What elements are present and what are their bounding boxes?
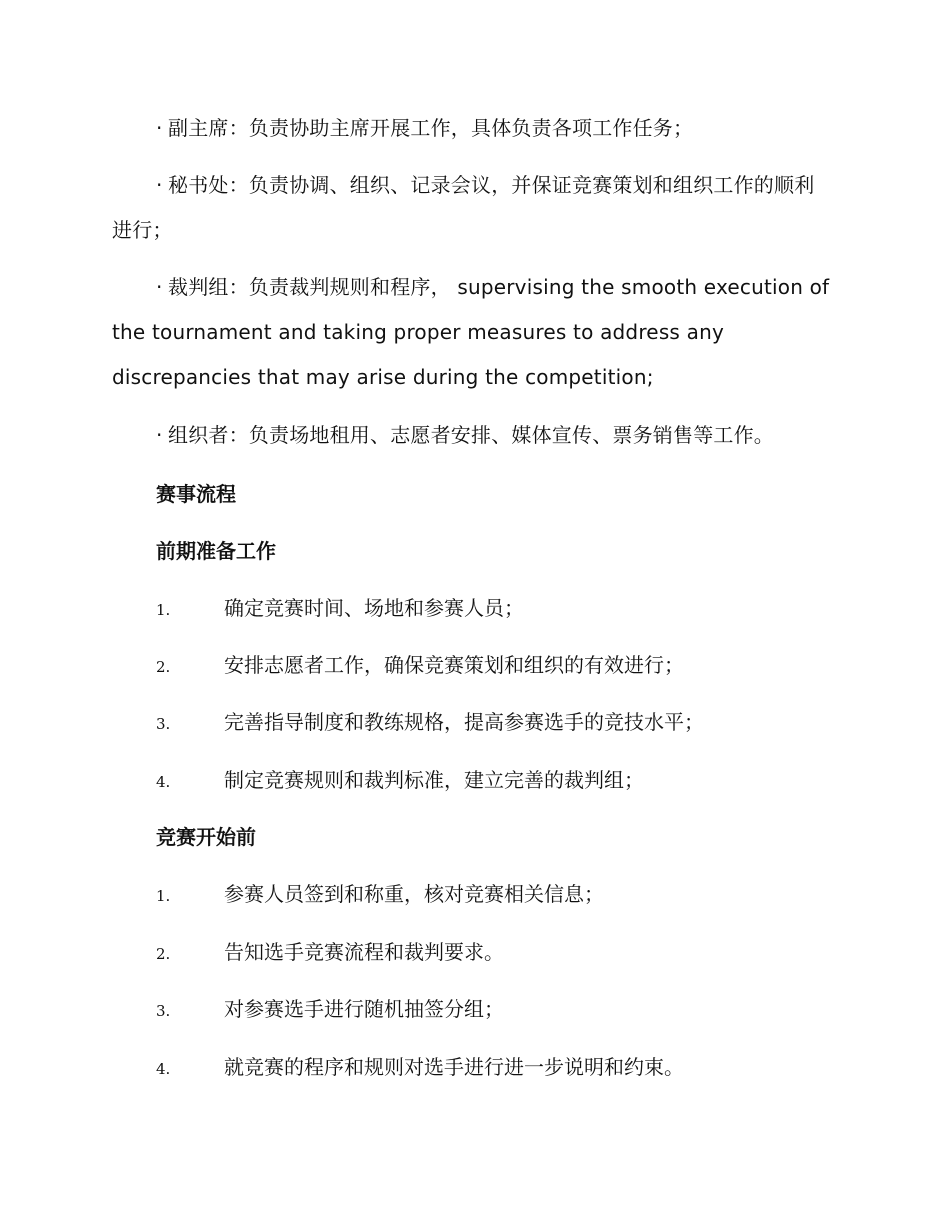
role-organizer — [112, 413, 832, 458]
list-text: 参赛人员签到和称重，核对竞赛相关信息； — [224, 882, 604, 906]
list-number: 2. — [156, 658, 171, 676]
list-item — [156, 708, 704, 736]
list-text: 安排志愿者工作，确保竞赛策划和组织的有效进行； — [224, 653, 684, 677]
list-number: 4. — [156, 1060, 171, 1078]
list-number: 1. — [156, 601, 171, 619]
list-text: 确定竞赛时间、场地和参赛人员； — [224, 596, 524, 620]
list-item — [156, 880, 604, 908]
prep-title: 前期准备工作 — [156, 539, 276, 563]
list-item — [156, 594, 524, 622]
role-secretariat — [112, 163, 832, 253]
list-item — [156, 995, 504, 1023]
before-title: 竞赛开始前 — [156, 825, 256, 849]
list-text: 告知选手竞赛流程和裁判要求。 — [224, 940, 504, 964]
bullet-mark: · — [156, 423, 163, 447]
bullet-mark: · — [156, 173, 163, 197]
section-title: 赛事流程 — [156, 482, 236, 506]
role-vice-chair — [112, 106, 832, 151]
list-text: 就竞赛的程序和规则对选手进行进一步说明和约束。 — [224, 1055, 684, 1079]
bullet-mark: · — [156, 116, 163, 140]
list-item — [156, 651, 684, 679]
role-referee-group-text: 裁判组：负责裁判规则和程序， supervising the smooth execution of the tournament and taking proper measures to address any discrepancies that may arise during the competition; — [112, 275, 830, 389]
role-organizer-text: 组织者：负责场地租用、志愿者安排、媒体宣传、票务销售等工作。 — [168, 423, 774, 447]
list-text: 对参赛选手进行随机抽签分组； — [224, 997, 504, 1021]
list-item — [156, 938, 504, 966]
list-number: 3. — [156, 1002, 171, 1020]
role-referee-group — [112, 265, 832, 400]
list-item — [156, 766, 644, 794]
bullet-mark: · — [156, 275, 163, 299]
list-number: 4. — [156, 773, 171, 791]
list-text: 完善指导制度和教练规格，提高参赛选手的竞技水平； — [224, 710, 704, 734]
list-text: 制定竞赛规则和裁判标准，建立完善的裁判组； — [224, 768, 644, 792]
list-item — [156, 1053, 684, 1081]
role-secretariat-text: 秘书处：负责协调、组织、记录会议，并保证竞赛策划和组织工作的顺利进行； — [112, 173, 815, 242]
list-number: 2. — [156, 945, 171, 963]
list-number: 1. — [156, 887, 171, 905]
list-number: 3. — [156, 715, 171, 733]
role-vice-chair-text: 副主席：负责协助主席开展工作，具体负责各项工作任务； — [168, 116, 694, 140]
